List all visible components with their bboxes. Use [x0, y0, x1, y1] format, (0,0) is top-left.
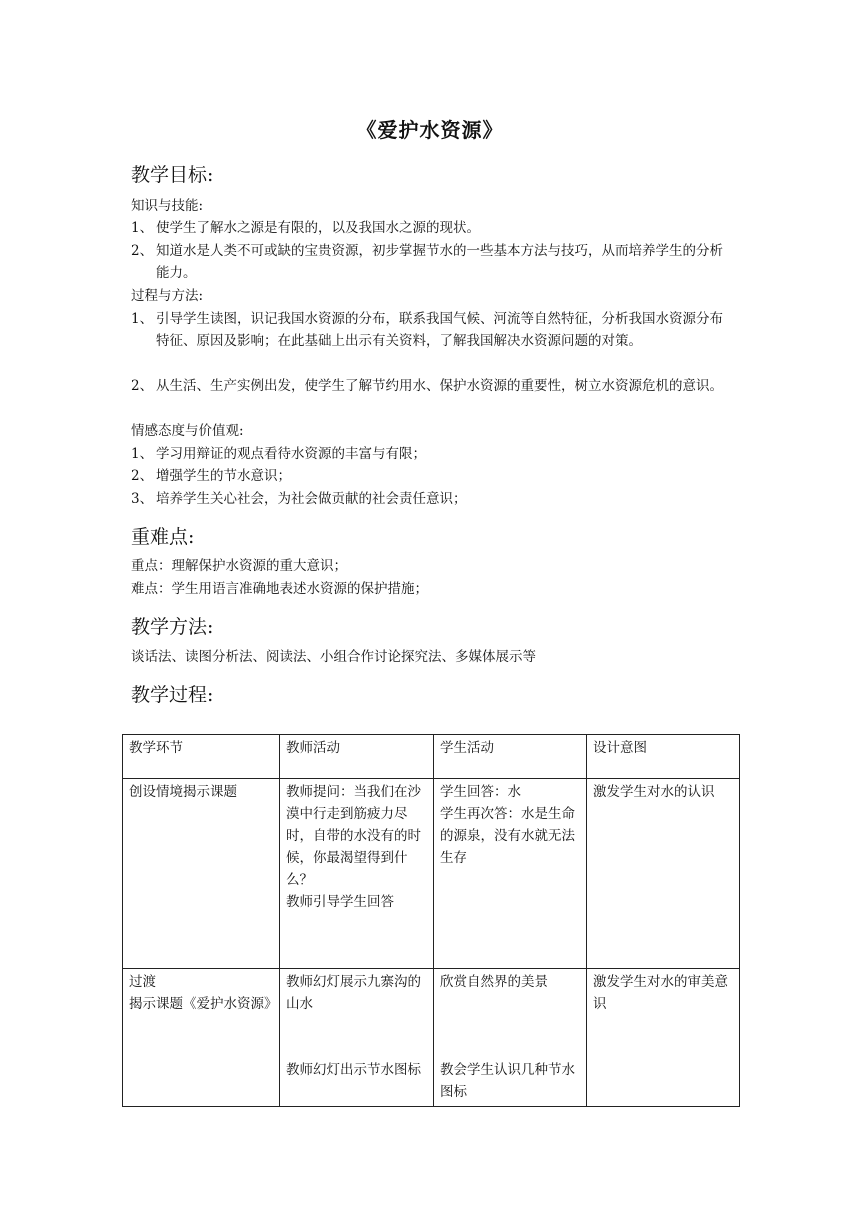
- student-activity-cell: [434, 779, 587, 969]
- emotion-item: [131, 443, 735, 465]
- student-activity-cell: [434, 969, 587, 1107]
- item-number: 2、: [131, 378, 154, 394]
- cell-paragraph: 教师幻灯展示九寨沟的山水: [286, 974, 421, 1012]
- table-row: [123, 779, 740, 969]
- item-number: 3、: [131, 491, 154, 507]
- item-number: 1、: [131, 446, 154, 462]
- header-cell: 教师活动: [280, 735, 434, 779]
- knowledge-item: [131, 240, 735, 284]
- table-row: [123, 969, 740, 1107]
- focus-text: 重点：理解保护水资源的重大意识；: [131, 558, 347, 574]
- header-cell: 学生活动: [434, 735, 587, 779]
- stage-cell: 创设情境揭示课题: [123, 779, 280, 969]
- knowledge-item: [131, 217, 735, 239]
- process-label: 过程与方法:: [131, 288, 204, 304]
- item-text: 使学生了解水之源是有限的，以及我国水之源的现状。: [156, 220, 480, 236]
- item-text: 知道水是人类不可或缺的宝贵资源，初步掌握节水的一些基本方法与技巧，从而培养学生的分析能力。: [156, 243, 723, 281]
- objectives-heading: 教学目标:: [131, 164, 214, 186]
- methods-heading: 教学方法:: [131, 616, 214, 638]
- item-text: 增强学生的节水意识；: [156, 468, 291, 484]
- process-item: [131, 375, 735, 397]
- teacher-activity-cell: [280, 969, 434, 1107]
- item-number: 2、: [131, 468, 154, 484]
- header-cell: 设计意图: [587, 735, 740, 779]
- item-text: 从生活、生产实例出发，使学生了解节约用水、保护水资源的重要性，树立水资源危机的意识。: [156, 378, 723, 394]
- emotion-item: [131, 465, 735, 487]
- teacher-activity-cell: [280, 779, 434, 969]
- design-intent-cell: 激发学生对水的审美意识: [587, 969, 740, 1107]
- item-text: 引导学生读图，识记我国水资源的分布，联系我国气候、河流等自然特征，分析我国水资源分布特征、原因及影响；在此基础上出示有关资料，了解我国解决水资源问题的对策。: [156, 311, 723, 349]
- cell-paragraph: 过渡: [129, 974, 156, 990]
- cell-paragraph: 学生回答：水: [440, 784, 521, 800]
- cell-paragraph: 教师幻灯出示节水图标: [286, 1062, 421, 1078]
- cell-paragraph: 揭示课题《爱护水资源》: [129, 996, 278, 1012]
- methods-text: 谈话法、读图分析法、阅读法、小组合作讨论探究法、多媒体展示等: [131, 649, 536, 665]
- header-cell: 教学环节: [123, 735, 280, 779]
- emotion-item: [131, 488, 735, 510]
- item-number: 2、: [131, 243, 154, 259]
- item-number: 1、: [131, 220, 154, 236]
- cell-paragraph: 学生再次答：水是生命的源泉，没有水就无法生存: [440, 806, 575, 866]
- cell-paragraph: 教师提问：当我们在沙漠中行走到筋疲力尽时，自带的水没有的时候，你最渴望得到什么？: [286, 784, 421, 888]
- item-text: 学习用辩证的观点看待水资源的丰富与有限；: [156, 446, 426, 462]
- cell-paragraph: 教师引导学生回答: [286, 894, 394, 910]
- process-item: [131, 308, 735, 352]
- document-title: 《爱护水资源》: [356, 118, 504, 142]
- item-number: 1、: [131, 311, 154, 327]
- item-text: 培养学生关心社会，为社会做贡献的社会责任意识；: [156, 491, 467, 507]
- process-heading: 教学过程:: [131, 684, 214, 706]
- difficulty-text: 难点：学生用语言准确地表述水资源的保护措施；: [131, 581, 428, 597]
- cell-paragraph: 教会学生认识几种节水图标: [440, 1062, 575, 1100]
- table-header-row: [123, 735, 740, 779]
- emotion-label: 情感态度与价值观:: [131, 423, 244, 439]
- key-points-heading: 重难点:: [131, 526, 195, 548]
- teaching-process-table: [122, 734, 740, 1107]
- cell-paragraph: 欣赏自然界的美景: [440, 974, 548, 990]
- design-intent-cell: 激发学生对水的认识: [587, 779, 740, 969]
- stage-cell: [123, 969, 280, 1107]
- knowledge-label: 知识与技能:: [131, 198, 204, 214]
